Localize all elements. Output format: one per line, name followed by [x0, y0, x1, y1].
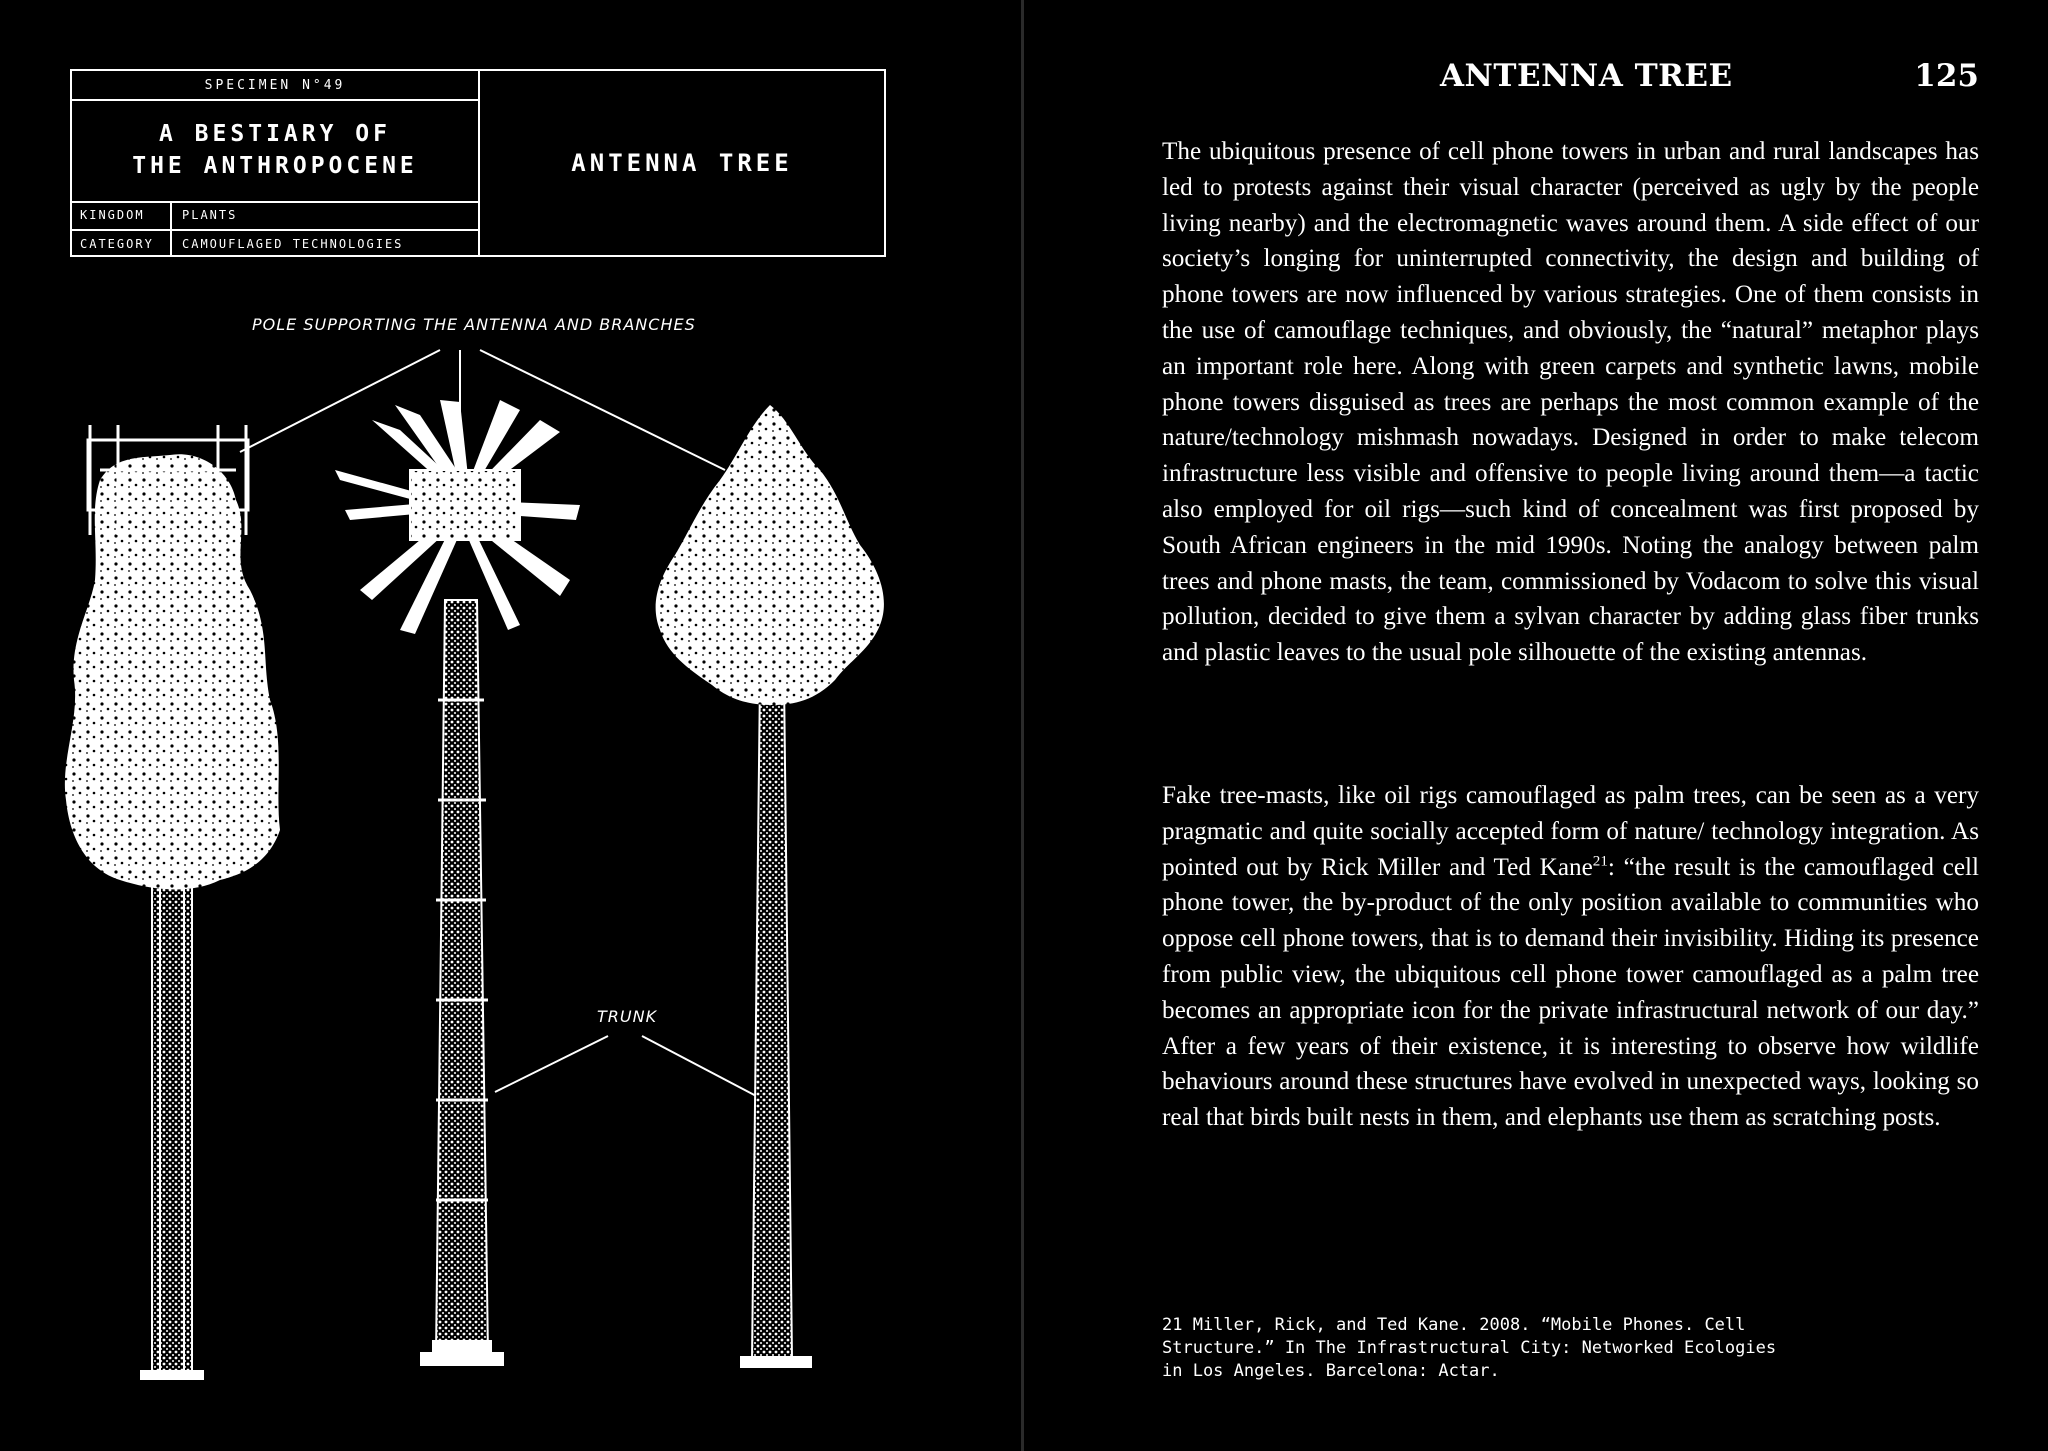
fir-tower-illustration [65, 425, 280, 1380]
body-paragraph-2 [1162, 778, 1979, 1136]
specimen-card [70, 69, 886, 257]
body-paragraph-1: The ubiquitous presence of cell phone towers in urban and rural landscapes has led to protests against their visual character (perceived as ugly by the people living nearby) and the electromagnetic waves around them. A side effect of our society’s longing for uninterrupted connectivity, the design and building of phone towers are now influenced by various strategies. One of them consists in the use of camouflage techniques, and obviously, the “natural” metaphor plays an important role here. Along with green carpets and synthetic lawns, mobile phone towers disguised as trees are perhaps the most common example of the nature/technology mishmash nowadays. Designed in order to make telecom infrastructure less visible and offensive to people living around them—a tactic also employed for oil rigs—such kind of concealment was first proposed by South African engineers in the mid 1990s. Noting the analogy between palm trees and phone masts, the team, commissioned by Vodacom to solve this visual pollution, decided to give them a sylvan character by adding glass fiber trunks and plastic leaves to the usual pole silhouette of the existing antennas. [1162, 138, 1979, 667]
category-value: CAMOUFLAGED TECHNOLOGIES [182, 237, 404, 251]
palm-tower-illustration [335, 400, 580, 1366]
card-divider [72, 201, 480, 203]
kingdom-value: PLANTS [182, 208, 238, 222]
card-divider [72, 229, 480, 231]
category-label: CATEGORY [80, 237, 154, 251]
antenna-tree-illustration [0, 280, 1000, 1400]
card-divider [170, 201, 172, 255]
bestiary-title-line2: THE ANTHROPOCENE [132, 153, 418, 179]
specimen-number: SPECIMEN N°49 [204, 78, 346, 93]
paragraph-2-text: Fake tree-masts, like oil rigs camouflaged as palm trees, can be seen as a very pragmatic and quite socially accepted form of nature/ technology integration. As pointed out by Rick Miller and Ted Kane [1162, 782, 1979, 881]
card-divider [72, 99, 480, 101]
footnote: 21 Miller, Rick, and Ted Kane. 2008. “Mobile Phones. Cell Structure.” In The Infrastructural City: Networked Ecologies in Los Angeles. Barcelona: Actar. [1162, 1315, 1777, 1381]
running-title: ANTENNA TREE [1440, 58, 1733, 94]
page-number: 125 [1914, 58, 1979, 94]
trunk-annotation: TRUNK [597, 1007, 658, 1026]
paragraph-2-text: : “the result is the camouflaged cell phone tower, the by-product of the only position available to communities who oppose cell phone towers, that is to demand their invisibility. Hiding its presence from public view, the ubiquitous cell phone tower camouflaged as a palm tree becomes an appropriate icon for the private infrastructural network of our day.” After a few years of their existence, it is interesting to observe how wildlife behaviours around these structures have evolved in unexpected ways, looking so real that birds built nests in them, and elephants use them as scratching posts. [1162, 853, 1979, 1132]
kingdom-label: KINGDOM [80, 208, 145, 222]
pine-tower-illustration [656, 405, 884, 1368]
pole-annotation: POLE SUPPORTING THE ANTENNA AND BRANCHES [252, 315, 696, 334]
specimen-name: ANTENNA TREE [571, 149, 793, 177]
footnote-reference: 21 [1592, 853, 1608, 870]
bestiary-title-line1: A BESTIARY OF [158, 121, 391, 147]
